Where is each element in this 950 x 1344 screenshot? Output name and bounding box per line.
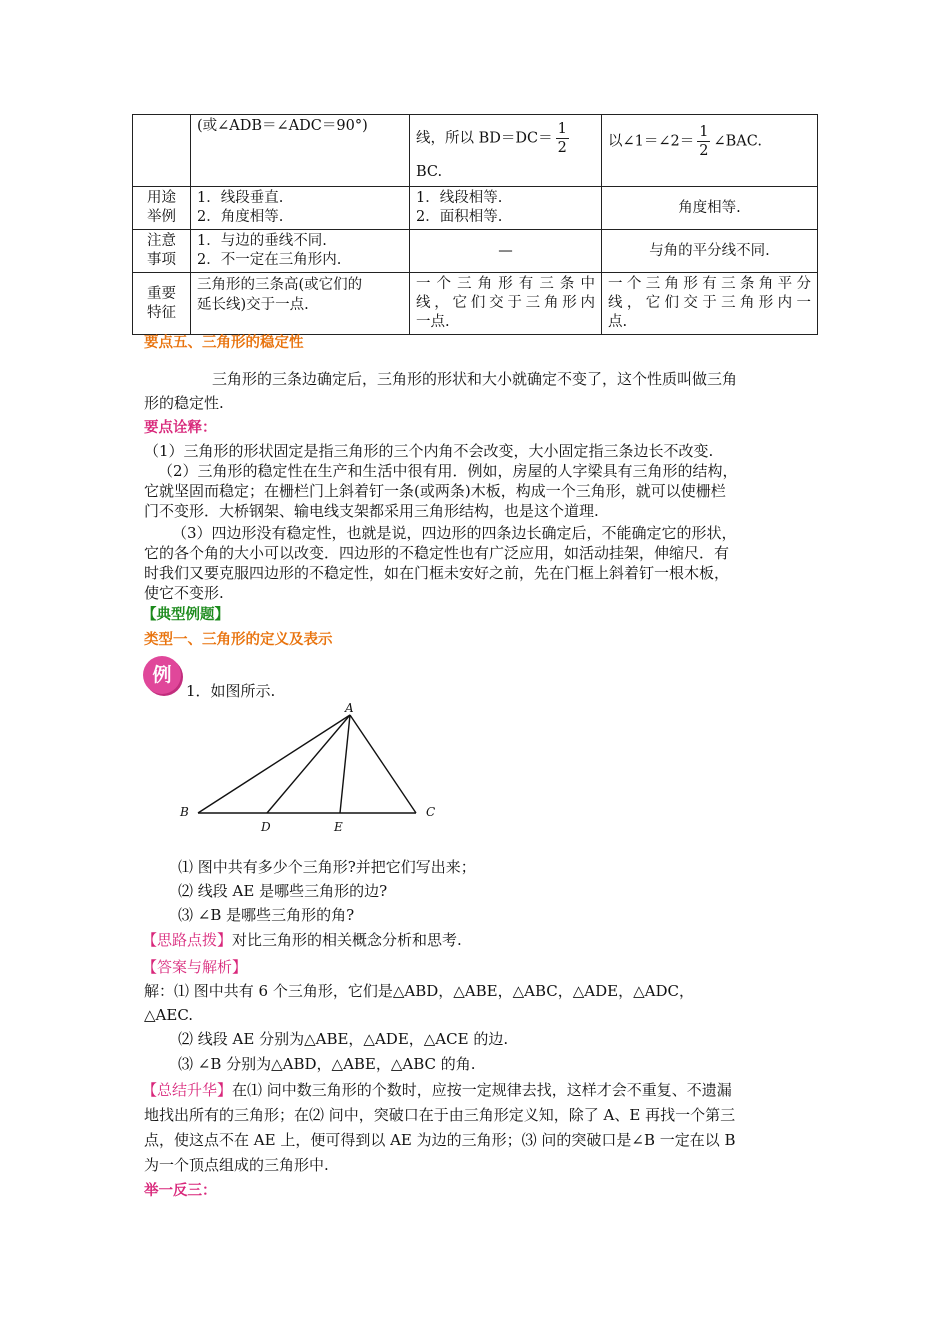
answer-line: △AEC.: [144, 1006, 194, 1024]
paragraph-line: 它就坚固而稳定；在栅栏门上斜着钉一条(或两条)木板，构成一个三角形，就可以使栅栏: [144, 482, 726, 500]
table-cell: 一个三角形有三条角平分 线，它们交于三角形内一 点.: [602, 273, 818, 335]
section-title: 要点五、三角形的稳定性: [144, 335, 304, 351]
row-header-usage: 用途 举例: [133, 187, 191, 230]
answer-line: 解：⑴ 图中共有 6 个三角形，它们是△ABD，△ABE，△ABC，△ADE，△ADC，: [144, 982, 694, 1000]
table-cell: [602, 115, 818, 187]
table-cell: —: [410, 230, 602, 273]
question-1: ⑴ 图中共有多少个三角形?并把它们写出来；: [178, 858, 476, 876]
notes-title: 要点诠释：: [144, 420, 217, 436]
cell-text: BC.: [416, 164, 443, 180]
summary-line: 为一个顶点组成的三角形中.: [144, 1156, 329, 1174]
table-cell: 1．与边的垂线不同. 2．不一定在三角形内.: [191, 230, 410, 273]
cell-text: (或∠ADB＝∠ADC＝90°): [197, 118, 368, 134]
segment-ae: [340, 715, 350, 813]
paragraph-line: 门不变形．大桥钢架、输电线支架都采用三角形结构，也是这个道理.: [144, 502, 599, 520]
row-header-features: 重要 特征: [133, 273, 191, 335]
hint-line: [142, 930, 462, 950]
answer-tag: 【答案与解析】: [142, 958, 248, 976]
label-b: B: [180, 805, 189, 819]
row-header-notes: 注意 事项: [133, 230, 191, 273]
paragraph-line: 形的稳定性.: [144, 394, 224, 412]
table-cell: 1．线段垂直. 2．角度相等.: [191, 187, 410, 230]
table-row: [133, 273, 818, 335]
table-cell: [133, 115, 191, 187]
properties-table: [132, 114, 818, 335]
table-row: [133, 230, 818, 273]
paragraph-line: 三角形的三条边确定后，三角形的形状和大小就确定不变了，这个性质叫做三角: [212, 370, 738, 388]
summary-line: [142, 1080, 732, 1100]
fraction-half: $\frac{1}{2}$: [699, 124, 709, 159]
table-row: [133, 187, 818, 230]
answer-line: ⑵ 线段 AE 分别为△ABE，△ADE，△ACE 的边.: [178, 1030, 509, 1048]
question-intro: 1．如图所示.: [186, 682, 276, 700]
cell-text: ∠BAC.: [713, 133, 762, 150]
table-cell: 一个三角形有三条中 线，它们交于三角形内 一点.: [410, 273, 602, 335]
hint-tag: 【思路点拨】: [142, 931, 233, 949]
type-title: 类型一、三角形的定义及表示: [144, 632, 333, 648]
table-row: [133, 115, 818, 187]
summary-line: 地找出所有的三角形；在⑵ 问中，突破口在于由三角形定义知，除了 A、E 再找一个第三: [144, 1106, 736, 1124]
hint-text: 对比三角形的相关概念分析和思考.: [232, 931, 462, 949]
question-3: ⑶ ∠B 是哪些三角形的角?: [178, 906, 355, 924]
examples-title: 【典型例题】: [142, 607, 229, 623]
paragraph-line: （2）三角形的稳定性在生产和生活中很有用．例如，房屋的人字梁具有三角形的结构，: [158, 462, 738, 480]
paragraph-line: 它的各个角的大小可以改变．四边形的不稳定性也有广泛应用，如活动挂架，伸缩尺．有: [144, 544, 730, 562]
segment-ad: [267, 715, 350, 813]
segment-ac: [350, 715, 416, 813]
label-a: A: [345, 701, 354, 715]
summary-line: 点，使这点不在 AE 上，便可得到以 AE 为边的三角形；⑶ 问的突破口是∠B 一定在以 B: [144, 1131, 736, 1149]
table-cell: 三角形的三条高(或它们的 延长线)交于一点.: [191, 273, 410, 335]
label-c: C: [426, 805, 436, 819]
answer-line: ⑶ ∠B 分别为△ABD，△ABE，△ABC 的角.: [178, 1055, 476, 1073]
table-cell: [191, 115, 410, 187]
triangle-figure: [170, 695, 460, 840]
segment-ab: [198, 715, 350, 813]
table-cell: 1．线段相等. 2．面积相等.: [410, 187, 602, 230]
label-e: E: [334, 820, 343, 834]
summary-text: 在⑴ 问中数三角形的个数时，应按一定规律去找，这样才会不重复、不遗漏: [232, 1081, 732, 1099]
paragraph-line: 使它不变形.: [144, 584, 224, 602]
table-cell: 与角的平分线不同.: [602, 230, 818, 273]
practice-title: 举一反三：: [144, 1183, 217, 1199]
label-d: D: [261, 820, 271, 834]
paragraph-line: （1）三角形的形状固定是指三角形的三个内角不会改变，大小固定指三条边长不改变.: [144, 442, 714, 460]
fraction-half: $\frac{1}{2}$: [557, 121, 567, 156]
paragraph-line: 时我们又要克服四边形的不稳定性，如在门框未安好之前，先在门框上斜着钉一根木板，: [144, 564, 730, 582]
table-cell: 角度相等.: [602, 187, 818, 230]
table-cell: [410, 115, 602, 187]
cell-text: 线，所以 BD＝DC＝: [416, 130, 553, 147]
paragraph-line: （3）四边形没有稳定性，也就是说，四边形的四条边长确定后，不能确定它的形状，: [172, 524, 737, 542]
cell-text: 以∠1＝∠2＝: [608, 133, 695, 150]
question-2: ⑵ 线段 AE 是哪些三角形的边?: [178, 882, 388, 900]
summary-tag: 【总结升华】: [142, 1081, 233, 1099]
example-badge: 例: [143, 656, 181, 694]
